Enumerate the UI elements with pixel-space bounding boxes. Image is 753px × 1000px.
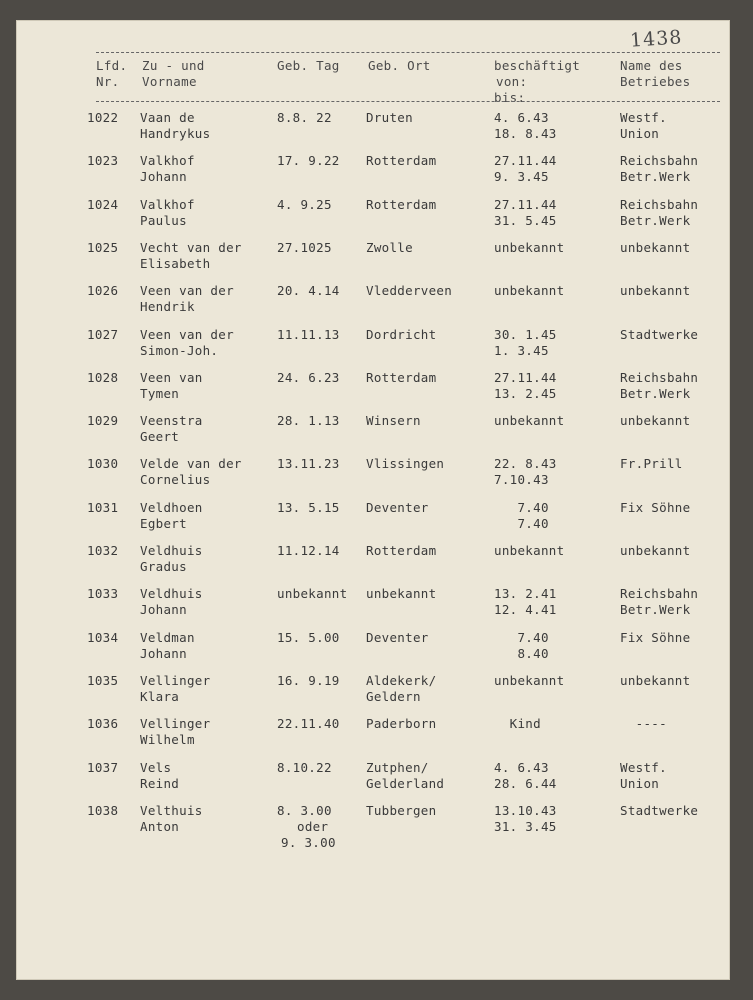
cell-line: Zutphen/ [366, 759, 429, 775]
cell-tag [277, 283, 340, 299]
cell-ort [366, 197, 436, 213]
cell-line: ---- [620, 716, 667, 732]
cell-tag [277, 673, 340, 689]
cell-besch [494, 760, 557, 792]
cell-name [140, 327, 234, 359]
handwritten-page-number: 1438 [629, 26, 684, 52]
cell-betrieb [620, 543, 690, 559]
cell-nr [87, 413, 118, 429]
cell-line: Elisabeth [140, 255, 211, 271]
table-row [0, 543, 753, 583]
cell-line: Gelderland [366, 775, 445, 791]
cell-name [140, 673, 210, 705]
cell-betrieb [620, 586, 698, 618]
cell-ort [366, 803, 436, 819]
cell-nr [87, 673, 118, 689]
cell-line: unbekannt [494, 239, 565, 255]
cell-line: 1035 [87, 672, 119, 688]
cell-tag [277, 197, 332, 213]
cell-nr [87, 716, 118, 732]
cell-line: Vecht van der [140, 239, 242, 255]
header-betrieb: Name des Betriebes [620, 58, 691, 89]
cell-line: Handrykus [140, 126, 211, 141]
cell-line: 7.40 [494, 629, 549, 645]
cell-ort [366, 153, 436, 169]
cell-line: 27.11.44 [494, 196, 557, 212]
cell-line: 1023 [87, 153, 119, 169]
cell-nr [87, 327, 118, 343]
cell-besch [494, 110, 557, 142]
cell-line: 1. 3.45 [494, 342, 549, 358]
cell-line: Kind [494, 716, 541, 732]
cell-ort [366, 673, 436, 705]
cell-line: Stadtwerke [620, 802, 699, 818]
cell-line: 1036 [87, 716, 119, 732]
cell-line: unbekannt [620, 283, 691, 299]
cell-line: 11.12.14 [277, 543, 340, 558]
cell-nr [87, 586, 118, 602]
cell-line: Union [620, 126, 660, 141]
cell-besch [494, 673, 564, 689]
cell-line: Veen van der [140, 283, 234, 299]
cell-name [140, 153, 195, 185]
cell-line: unbekannt [366, 586, 437, 602]
cell-line: Reichsbahn [620, 369, 699, 385]
cell-nr [87, 500, 118, 516]
cell-line: 1038 [87, 802, 119, 818]
cell-betrieb [620, 803, 698, 819]
cell-line: Veldman [140, 629, 195, 645]
cell-line: 1033 [87, 586, 119, 602]
cell-line: 12. 4.41 [494, 602, 557, 618]
cell-line: 1026 [87, 283, 119, 299]
cell-ort [366, 586, 436, 602]
cell-nr [87, 240, 118, 256]
cell-ort [366, 413, 421, 429]
cell-betrieb [620, 500, 690, 516]
cell-nr [87, 197, 118, 213]
table-row [0, 456, 753, 496]
cell-line: 7.40 [494, 499, 549, 515]
cell-name [140, 456, 242, 488]
table-row [0, 760, 753, 800]
cell-nr [87, 456, 118, 472]
cell-line: Winsern [366, 413, 421, 429]
cell-line: 1031 [87, 499, 119, 515]
cell-line: 13. 2.41 [494, 586, 557, 602]
header-geb-ort: Geb. Ort [368, 58, 431, 73]
cell-line: Deventer [366, 629, 429, 645]
cell-line: 31. 3.45 [494, 818, 557, 834]
cell-line: Reichsbahn [620, 196, 699, 212]
cell-tag [277, 630, 340, 646]
cell-line: unbekannt [620, 672, 691, 688]
cell-line: 1022 [87, 110, 119, 125]
cell-nr [87, 153, 118, 169]
cell-line: Betr.Werk [620, 212, 691, 228]
cell-line: 28. 6.44 [494, 775, 557, 791]
cell-line: Johann [140, 645, 187, 661]
cell-line: unbekannt [494, 543, 565, 558]
cell-line: 1032 [87, 543, 119, 558]
cell-ort [366, 327, 436, 343]
cell-betrieb [620, 760, 667, 792]
cell-tag [277, 543, 340, 559]
table-row [0, 240, 753, 280]
cell-line: 7.40 [494, 515, 549, 531]
table-row [0, 673, 753, 713]
cell-line: Johann [140, 602, 187, 618]
cell-line: Anton [140, 818, 180, 834]
cell-line: Paulus [140, 212, 187, 228]
header-geb-tag: Geb. Tag [277, 58, 340, 73]
cell-betrieb [620, 197, 698, 229]
cell-line: Gradus [140, 559, 187, 574]
cell-line: 8.40 [494, 645, 549, 661]
cell-line: Reind [140, 775, 180, 791]
cell-line: 11.11.13 [277, 326, 340, 342]
table-row [0, 413, 753, 453]
cell-line: 1029 [87, 413, 119, 429]
cell-line: Veldhuis [140, 543, 203, 558]
cell-line: Vellinger [140, 716, 211, 732]
cell-name [140, 586, 203, 618]
table-row [0, 630, 753, 670]
cell-tag [277, 153, 340, 169]
cell-nr [87, 803, 118, 819]
cell-line: unbekannt [620, 413, 691, 429]
cell-ort [366, 456, 444, 472]
cell-line: Johann [140, 169, 187, 185]
cell-tag [277, 456, 340, 472]
cell-line: 20. 4.14 [277, 283, 340, 299]
cell-line: Veen van der [140, 326, 234, 342]
cell-line: 15. 5.00 [277, 629, 340, 645]
cell-line: oder [297, 818, 329, 834]
cell-name [140, 197, 195, 229]
cell-line: Stadtwerke [620, 326, 699, 342]
cell-besch [494, 803, 557, 835]
cell-nr [87, 110, 118, 126]
cell-name [140, 110, 210, 142]
cell-besch [494, 586, 557, 618]
cell-line: Tymen [140, 385, 180, 401]
header-beschaeftigt: beschäftigt von: bis: [494, 58, 581, 105]
cell-line: 4. 6.43 [494, 110, 549, 125]
cell-line: Rotterdam [366, 543, 437, 558]
cell-line: Fix Söhne [620, 629, 691, 645]
cell-line: Veldhoen [140, 499, 203, 515]
cell-line: 13.10.43 [494, 802, 557, 818]
cell-name [140, 803, 203, 835]
cell-line: 22.11.40 [277, 716, 340, 732]
cell-besch [494, 153, 557, 185]
cell-line: 16. 9.19 [277, 672, 340, 688]
cell-line: Fr.Prill [620, 456, 683, 472]
cell-betrieb [620, 370, 698, 402]
cell-besch [494, 543, 564, 559]
cell-line: 28. 1.13 [277, 413, 340, 429]
cell-betrieb [620, 413, 690, 429]
cell-line: 27.11.44 [494, 369, 557, 385]
table-row [0, 283, 753, 323]
cell-betrieb [620, 716, 667, 732]
cell-line: 1037 [87, 759, 119, 775]
table-row [0, 716, 753, 756]
cell-line: Zwolle [366, 239, 413, 255]
cell-besch [494, 630, 549, 662]
table-row [0, 802, 753, 850]
cell-nr [87, 543, 118, 559]
cell-nr [87, 760, 118, 776]
cell-nr [87, 630, 118, 646]
cell-name [140, 716, 210, 748]
cell-line: Wilhelm [140, 732, 195, 748]
cell-line: Union [620, 775, 660, 791]
cell-line: Vaan de [140, 110, 195, 125]
cell-ort [366, 110, 413, 126]
cell-line: 27.1025 [277, 239, 332, 255]
header-top-rule [96, 52, 720, 53]
cell-line: 8.8. 22 [277, 110, 332, 125]
cell-line: Betr.Werk [620, 169, 691, 185]
cell-tag [277, 803, 336, 851]
cell-line: 9. 3.45 [494, 169, 549, 185]
table-row [0, 197, 753, 237]
header-bottom-rule [96, 101, 720, 102]
cell-line: Vlissingen [366, 456, 445, 472]
cell-betrieb [620, 153, 698, 185]
cell-tag [277, 327, 340, 343]
cell-besch [494, 456, 557, 488]
cell-line: 18. 8.43 [494, 126, 557, 141]
cell-line: Betr.Werk [620, 602, 691, 618]
cell-line: Veldhuis [140, 586, 203, 602]
header-lfd-nr: Lfd. Nr. [96, 58, 128, 89]
table-row [0, 370, 753, 410]
cell-besch [494, 500, 549, 532]
cell-line: 1028 [87, 369, 119, 385]
cell-betrieb [620, 240, 690, 256]
cell-line: 7.10.43 [494, 472, 549, 488]
cell-line: Valkhof [140, 196, 195, 212]
cell-tag [277, 586, 347, 602]
cell-line: Vledderveen [366, 283, 453, 299]
table-row [0, 500, 753, 540]
cell-line: 17. 9.22 [277, 153, 340, 169]
cell-line: Rotterdam [366, 196, 437, 212]
cell-line: Velthuis [140, 802, 203, 818]
cell-line: 30. 1.45 [494, 326, 557, 342]
cell-line: unbekannt [620, 543, 691, 558]
cell-line: 1025 [87, 239, 119, 255]
cell-betrieb [620, 456, 683, 472]
cell-line: Rotterdam [366, 153, 437, 169]
cell-line: 8.10.22 [277, 759, 332, 775]
cell-line: Simon-Joh. [140, 342, 219, 358]
cell-ort [366, 370, 436, 386]
cell-line: unbekannt [494, 672, 565, 688]
cell-besch [494, 327, 557, 359]
cell-betrieb [620, 673, 690, 689]
cell-ort [366, 283, 452, 299]
table-row [0, 327, 753, 367]
cell-line: unbekannt [620, 239, 691, 255]
cell-line: Aldekerk/ [366, 672, 437, 688]
cell-name [140, 283, 234, 315]
cell-line: Tubbergen [366, 802, 437, 818]
cell-betrieb [620, 110, 667, 142]
cell-line: 13.11.23 [277, 456, 340, 472]
cell-line: 1024 [87, 196, 119, 212]
table-row [0, 153, 753, 193]
cell-line: Veen van [140, 369, 203, 385]
cell-name [140, 413, 203, 445]
cell-name [140, 240, 242, 272]
cell-line: Vellinger [140, 672, 211, 688]
cell-line: Veenstra [140, 413, 203, 429]
cell-line: Geldern [366, 688, 421, 704]
cell-line: Reichsbahn [620, 153, 699, 169]
cell-line: 8. 3.00 [277, 802, 332, 818]
cell-line: unbekannt [277, 586, 348, 602]
cell-line: Rotterdam [366, 369, 437, 385]
cell-name [140, 543, 203, 575]
table-row [0, 110, 753, 150]
cell-ort [366, 716, 436, 732]
cell-line: 9. 3.00 [281, 834, 336, 850]
cell-besch [494, 197, 557, 229]
cell-tag [277, 240, 332, 256]
cell-line: unbekannt [494, 413, 565, 429]
cell-besch [494, 283, 564, 299]
cell-besch [494, 413, 564, 429]
cell-besch [494, 240, 564, 256]
cell-tag [277, 413, 340, 429]
cell-betrieb [620, 283, 690, 299]
cell-line: Westf. [620, 759, 667, 775]
cell-name [140, 630, 195, 662]
cell-line: unbekannt [494, 283, 565, 299]
cell-line: Klara [140, 688, 180, 704]
cell-line: 4. 9.25 [277, 196, 332, 212]
cell-line: Betr.Werk [620, 385, 691, 401]
cell-line: 1027 [87, 326, 119, 342]
cell-besch [494, 716, 541, 732]
cell-betrieb [620, 630, 690, 646]
cell-besch [494, 370, 557, 402]
cell-tag [277, 716, 340, 732]
cell-line: Geert [140, 429, 180, 445]
cell-name [140, 500, 203, 532]
cell-line: 22. 8.43 [494, 456, 557, 472]
table-row [0, 586, 753, 626]
cell-line: 13. 2.45 [494, 385, 557, 401]
cell-line: 1034 [87, 629, 119, 645]
cell-line: Hendrik [140, 299, 195, 315]
cell-line: Paderborn [366, 716, 437, 732]
cell-line: Dordricht [366, 326, 437, 342]
cell-line: Vels [140, 759, 172, 775]
cell-name [140, 760, 179, 792]
cell-name [140, 370, 203, 402]
cell-line: Reichsbahn [620, 586, 699, 602]
cell-ort [366, 760, 444, 792]
cell-betrieb [620, 327, 698, 343]
cell-line: Deventer [366, 499, 429, 515]
cell-ort [366, 543, 436, 559]
cell-tag [277, 500, 340, 516]
cell-ort [366, 240, 413, 256]
cell-tag [277, 760, 332, 776]
cell-line: Fix Söhne [620, 499, 691, 515]
cell-line: Cornelius [140, 472, 211, 488]
cell-line: 13. 5.15 [277, 499, 340, 515]
cell-line: Druten [366, 110, 413, 125]
header-name: Zu - und Vorname [142, 58, 205, 89]
cell-nr [87, 283, 118, 299]
cell-ort [366, 630, 429, 646]
cell-line: Westf. [620, 110, 667, 125]
cell-line: Valkhof [140, 153, 195, 169]
cell-nr [87, 370, 118, 386]
cell-tag [277, 370, 340, 386]
cell-tag [277, 110, 332, 126]
cell-line: 27.11.44 [494, 153, 557, 169]
cell-line: Egbert [140, 515, 187, 531]
cell-line: 31. 5.45 [494, 212, 557, 228]
cell-ort [366, 500, 429, 516]
cell-line: 24. 6.23 [277, 369, 340, 385]
cell-line: Velde van der [140, 456, 242, 472]
cell-line: 4. 6.43 [494, 759, 549, 775]
cell-line: 1030 [87, 456, 119, 472]
